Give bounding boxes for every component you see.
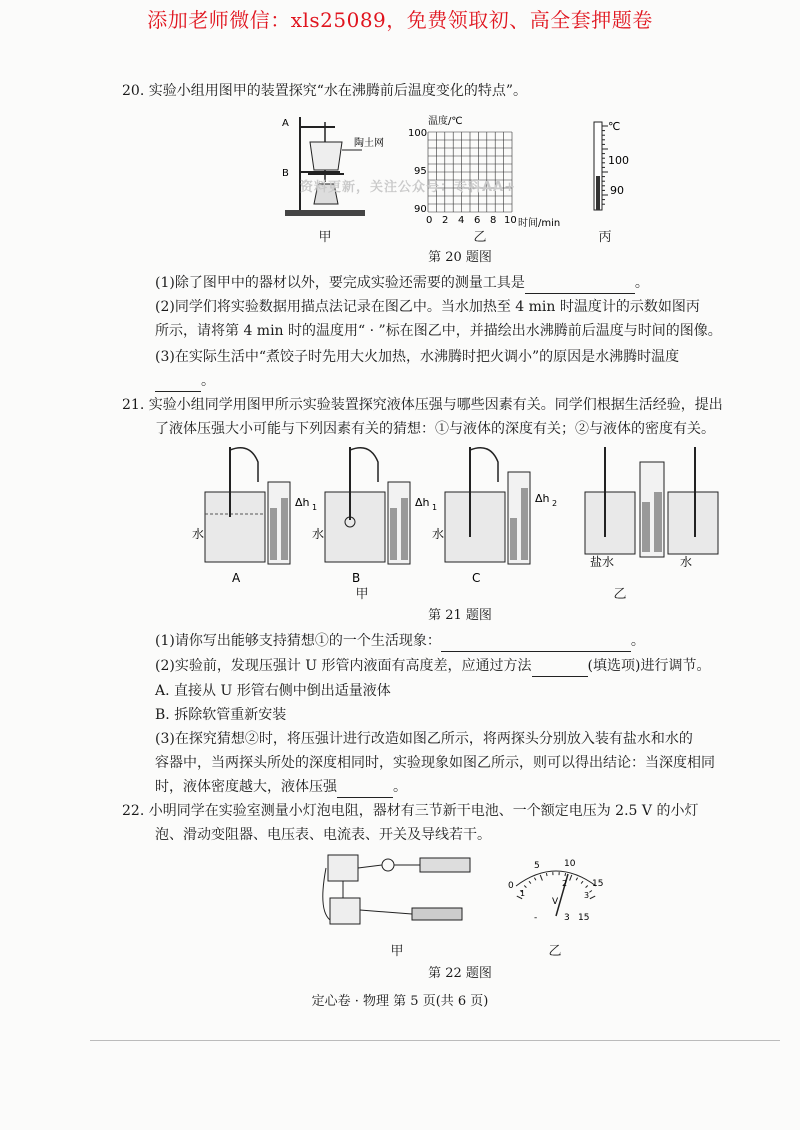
bottom-rule	[90, 1040, 780, 1041]
dial-tick	[590, 896, 595, 899]
dial-tick	[581, 881, 583, 883]
dial-tick	[540, 875, 542, 881]
svg-text:水: 水	[312, 527, 325, 541]
promo-banner: 添加老师微信：xls25089，免费领取初、高全套押题卷	[147, 8, 653, 32]
q21-caption: 第 21 题图	[428, 608, 492, 623]
q21-part1: (1)请你写出能够支持猜想①的一个生活现象： 。	[155, 630, 645, 652]
q21-stem-b: 了液体压强大小可能与下列因素有关的猜想：①与液体的深度有关；②与液体的密度有关。	[155, 421, 715, 437]
q21-part3b: 容器中，当两探头所处的深度相同时，实验现象如图乙所示，则可以得出结论：当深度相同	[155, 755, 715, 771]
svg-text:90: 90	[610, 184, 624, 197]
svg-text:A: A	[282, 118, 289, 129]
q21-option-b: B. 拆除软管重新安装	[155, 707, 287, 723]
svg-text:6: 6	[474, 215, 481, 226]
q20-part2a: (2)同学们将实验数据用描点法记录在图乙中。当水加热至 4 min 时温度计的示数如图丙	[155, 299, 700, 315]
rheostat	[412, 908, 462, 920]
voltmeter	[330, 898, 360, 924]
q22-voltmeter-dial	[506, 856, 606, 926]
svg-text:Δh: Δh	[535, 492, 550, 505]
q20-answer-blank-3[interactable]	[155, 375, 201, 392]
q22-stem-a: 22. 小明同学在实验室测量小灯泡电阻，器材有三节新干电池、一个额定电压为 2.5 V 的小灯	[122, 803, 699, 819]
dial-tick	[576, 878, 577, 881]
ammeter	[328, 855, 358, 881]
q22-sub-jia: 甲	[390, 944, 404, 959]
svg-text:100: 100	[608, 154, 629, 167]
svg-text:5: 5	[534, 861, 540, 871]
svg-text:时间/min: 时间/min	[518, 218, 561, 227]
dial-tick	[589, 891, 591, 893]
dial-tick	[524, 886, 526, 888]
q21-stem-a: 21. 实验小组同学用图甲所示实验装置探究液体压强与哪些因素有关。同学们根据生活经验，提出	[122, 397, 723, 413]
q21-option-a: A. 直接从 U 形管右侧中倒出适量液体	[155, 683, 391, 699]
svg-text:15: 15	[578, 913, 590, 923]
svg-text:90: 90	[414, 204, 427, 215]
q20-sub-yi: 乙	[473, 230, 487, 245]
svg-text:2: 2	[442, 215, 449, 226]
q21-sub-jia: 甲	[355, 587, 369, 602]
beaker-c	[445, 447, 557, 564]
svg-text:0: 0	[508, 881, 514, 891]
svg-text:2: 2	[552, 499, 558, 508]
dial-tick	[529, 881, 531, 883]
svg-text:4: 4	[458, 215, 465, 226]
q21-sub-yi: 乙	[613, 587, 627, 602]
svg-text:2: 2	[562, 879, 568, 888]
svg-text:水: 水	[432, 527, 445, 541]
svg-text:15: 15	[592, 879, 604, 889]
svg-text:0: 0	[426, 215, 433, 226]
stand-base	[285, 210, 365, 216]
page-footer: 定心卷 · 物理 第 5 页(共 6 页)	[311, 994, 489, 1009]
svg-text:1: 1	[520, 889, 526, 898]
dial-tick	[570, 875, 572, 881]
svg-text:8: 8	[490, 215, 497, 226]
svg-text:100: 100	[408, 128, 428, 139]
svg-text:Δh: Δh	[415, 496, 430, 509]
q20-stem: 20. 实验小组用图甲的装置探究“水在沸腾前后温度变化的特点”。	[122, 83, 528, 99]
beaker-a	[205, 447, 317, 564]
svg-text:3: 3	[564, 913, 570, 923]
svg-text:Δh: Δh	[295, 496, 310, 509]
q20-part2b: 所示，请将第 4 min 时的温度用“ · ”标在图乙中，并描绘出水沸腾前后温度与时间的图像。	[155, 323, 722, 339]
q21-answer-blank-1[interactable]	[441, 635, 631, 652]
svg-text:1: 1	[312, 503, 318, 512]
q20-sub-bing: 丙	[598, 230, 612, 245]
q22-stem-b: 泡、滑动变阻器、电压表、电流表、开关及导线若干。	[155, 827, 491, 843]
q21-pressure-figure	[190, 442, 730, 592]
svg-text:10: 10	[564, 859, 576, 869]
svg-text:-: -	[534, 913, 538, 923]
beaker-b	[325, 447, 437, 564]
svg-text:A: A	[232, 571, 241, 585]
q20-part1: (1)除了图甲中的器材以外，要完成实验还需要的测量工具是 。	[155, 272, 649, 294]
svg-text:V: V	[552, 897, 559, 907]
q20-sub-jia: 甲	[318, 230, 332, 245]
q22-sub-yi: 乙	[548, 944, 562, 959]
svg-text:1: 1	[432, 503, 438, 512]
svg-text:B: B	[282, 168, 289, 179]
svg-text:℃: ℃	[608, 120, 621, 133]
battery-pack	[420, 858, 470, 872]
q20-caption: 第 20 题图	[428, 250, 492, 265]
bulb	[382, 859, 394, 871]
q20-apparatus-figure	[280, 112, 390, 222]
svg-text:95: 95	[414, 166, 427, 177]
svg-text:B: B	[352, 571, 361, 585]
svg-text:水: 水	[680, 555, 693, 569]
q20-part3a: (3)在实际生活中“煮饺子时先用大火加热，水沸腾时把火调小”的原因是水沸腾时温度	[155, 349, 680, 365]
q20-temperature-grid	[408, 112, 578, 227]
mesh-label: 陶土网	[354, 138, 384, 149]
dial-tick	[565, 873, 566, 876]
svg-text:温度/℃: 温度/℃	[428, 116, 463, 127]
q21-answer-blank-2[interactable]	[532, 660, 588, 677]
q22-caption: 第 22 题图	[428, 966, 492, 981]
dial-tick	[534, 878, 535, 881]
svg-text:C: C	[472, 571, 481, 585]
dial-tick	[546, 873, 547, 876]
svg-text:3: 3	[584, 891, 590, 900]
q21-part3a: (3)在探究猜想②时，将压强计进行改造如图乙所示，将两探头分别放入装有盐水和水的	[155, 731, 693, 747]
double-probe-setup	[585, 447, 718, 557]
q20-thermometer	[588, 118, 638, 218]
watermark: 资料更新，关注公众号：专科AA+	[300, 180, 517, 195]
dial-tick	[586, 886, 588, 888]
q21-part2: (2)实验前，发现压强计 U 形管内液面有高度差，应通过方法 (填选项)进行调节。	[155, 655, 710, 677]
svg-text:水: 水	[192, 527, 205, 541]
svg-text:10: 10	[504, 215, 517, 226]
q20-part3-answer: 。	[155, 370, 215, 392]
q21-part3c: 时，液体密度越大，液体压强 。	[155, 776, 407, 798]
q22-circuit-figure	[318, 850, 478, 940]
svg-text:盐水: 盐水	[590, 555, 615, 569]
q21-answer-blank-3[interactable]	[337, 781, 393, 798]
q20-answer-blank-1[interactable]	[525, 277, 635, 294]
